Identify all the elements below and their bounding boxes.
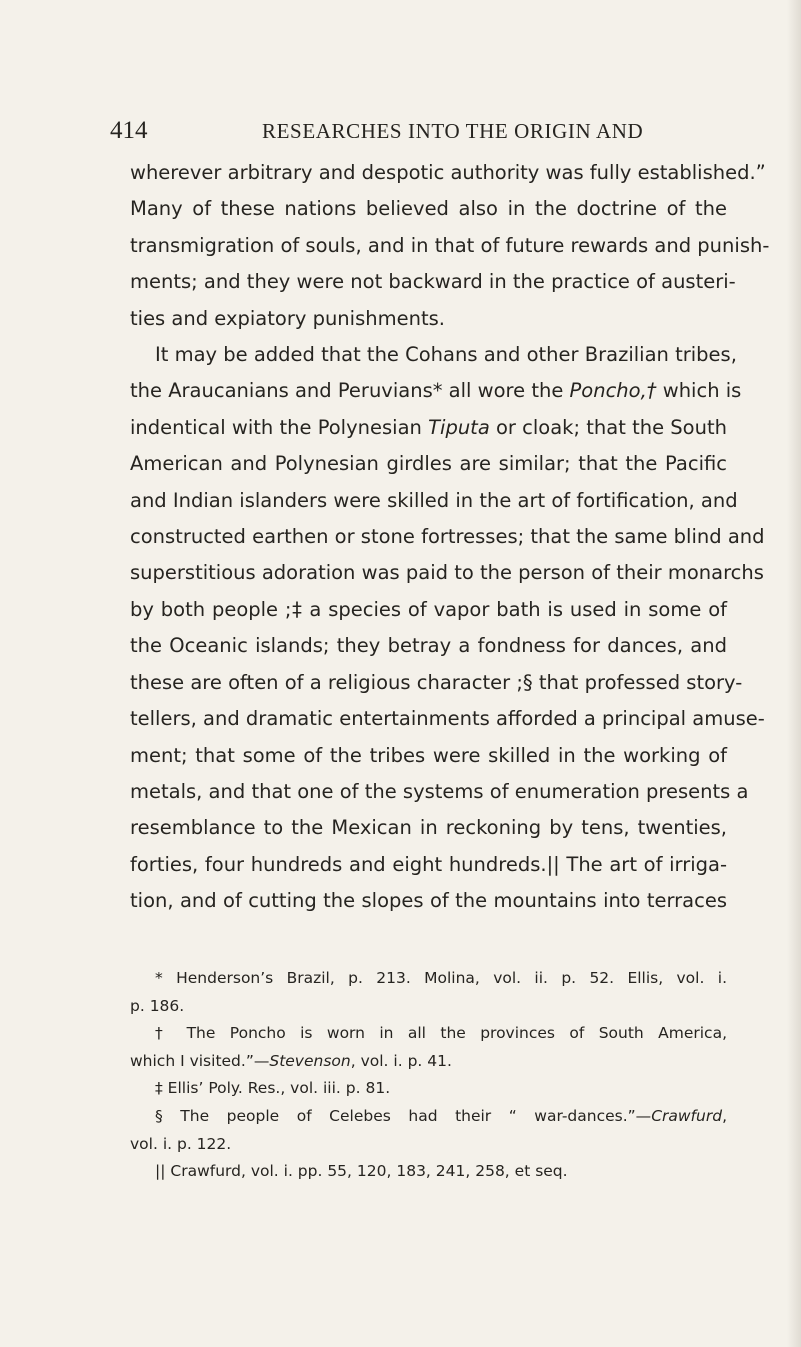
text-line: wherever arbitrary and despotic authority was fully established.” [130,161,766,184]
text-line: ment; that some of the tribes were skilled in the working of [130,743,727,767]
page-header [110,117,700,147]
text-line: ments; and they were not backward in the practice of austeri- [130,270,736,294]
text-segment: which I visited.”— [130,1051,270,1070]
text-line: these are often of a religious character ;§ that professed story- [130,670,743,694]
text-line [130,373,742,409]
text-line: Many of these nations believed also in the doctrine of the [130,197,727,221]
footnotes [130,965,727,1186]
italic-term: Poncho,† [569,379,657,403]
text-segment: , [722,1106,727,1125]
text-line: tion, and of cutting the slopes of the mountains into terraces [130,889,727,913]
text-segment: , vol. i. p. 41. [350,1051,452,1070]
footnote-line [130,1103,727,1131]
text-segment: which is [656,379,742,403]
footnote-line: vol. i. p. 122. [130,1134,232,1153]
text-line: superstitious adoration was paid to the person of their monarchs [130,561,764,585]
text-line: transmigration of souls, and in that of future rewards and punish- [130,233,770,257]
text-line: constructed earthen or stone fortresses; that the same blind and [130,525,765,549]
page-edge-shadow [787,0,801,1347]
italic-term: Tiputa [428,415,490,439]
footnote-line: ‡ Ellis’ Poly. Res., vol. iii. p. 81. [155,1079,391,1098]
text-line [130,410,727,446]
text-line: by both people ;‡ a species of vapor bath is used in some of [130,597,727,621]
text-line: and Indian islanders were skilled in the art of fortification, and [130,488,738,512]
text-line: forties, four hundreds and eight hundreds.|| The art of irriga- [130,852,727,876]
footnote-line: * Henderson’s Brazil, p. 213. Molina, vol. ii. p. 52. Ellis, vol. i. [155,969,727,987]
body-text [130,155,770,920]
text-line: the Oceanic islands; they betray a fondness for dances, and [130,634,727,658]
footnote-line: † The Poncho is worn in all the provinces of South America, [155,1024,727,1043]
text-segment: the Araucanians and Peruvians* all wore the [130,379,570,403]
text-line: metals, and that one of the systems of enumeration presents a [130,779,749,803]
text-line: tellers, and dramatic entertainments afforded a principal amuse- [130,707,765,731]
footnote-line: || Crawfurd, vol. i. pp. 55, 120, 183, 241, 258, et seq. [155,1162,568,1181]
text-line: ties and expiatory punishments. [130,306,445,330]
page-number: 414 [110,117,148,144]
italic-author: Stevenson [269,1051,351,1070]
footnote-line: p. 186. [130,996,185,1015]
text-segment: § The people of Celebes had their “ war-dances.”— [155,1106,652,1125]
text-line: American and Polynesian girdles are similar; that the Pacific [130,452,727,476]
text-line: resemblance to the Mexican in reckoning by tens, twenties, [130,816,727,840]
text-line: It may be added that the Cohans and other Brazilian tribes, [155,343,737,367]
text-segment: or cloak; that the South [489,415,727,439]
running-head: RESEARCHES INTO THE ORIGIN AND [262,119,644,143]
footnote-line [130,1048,727,1076]
text-segment: indentical with the Polynesian [130,415,429,439]
italic-author: Crawfurd [651,1106,723,1125]
